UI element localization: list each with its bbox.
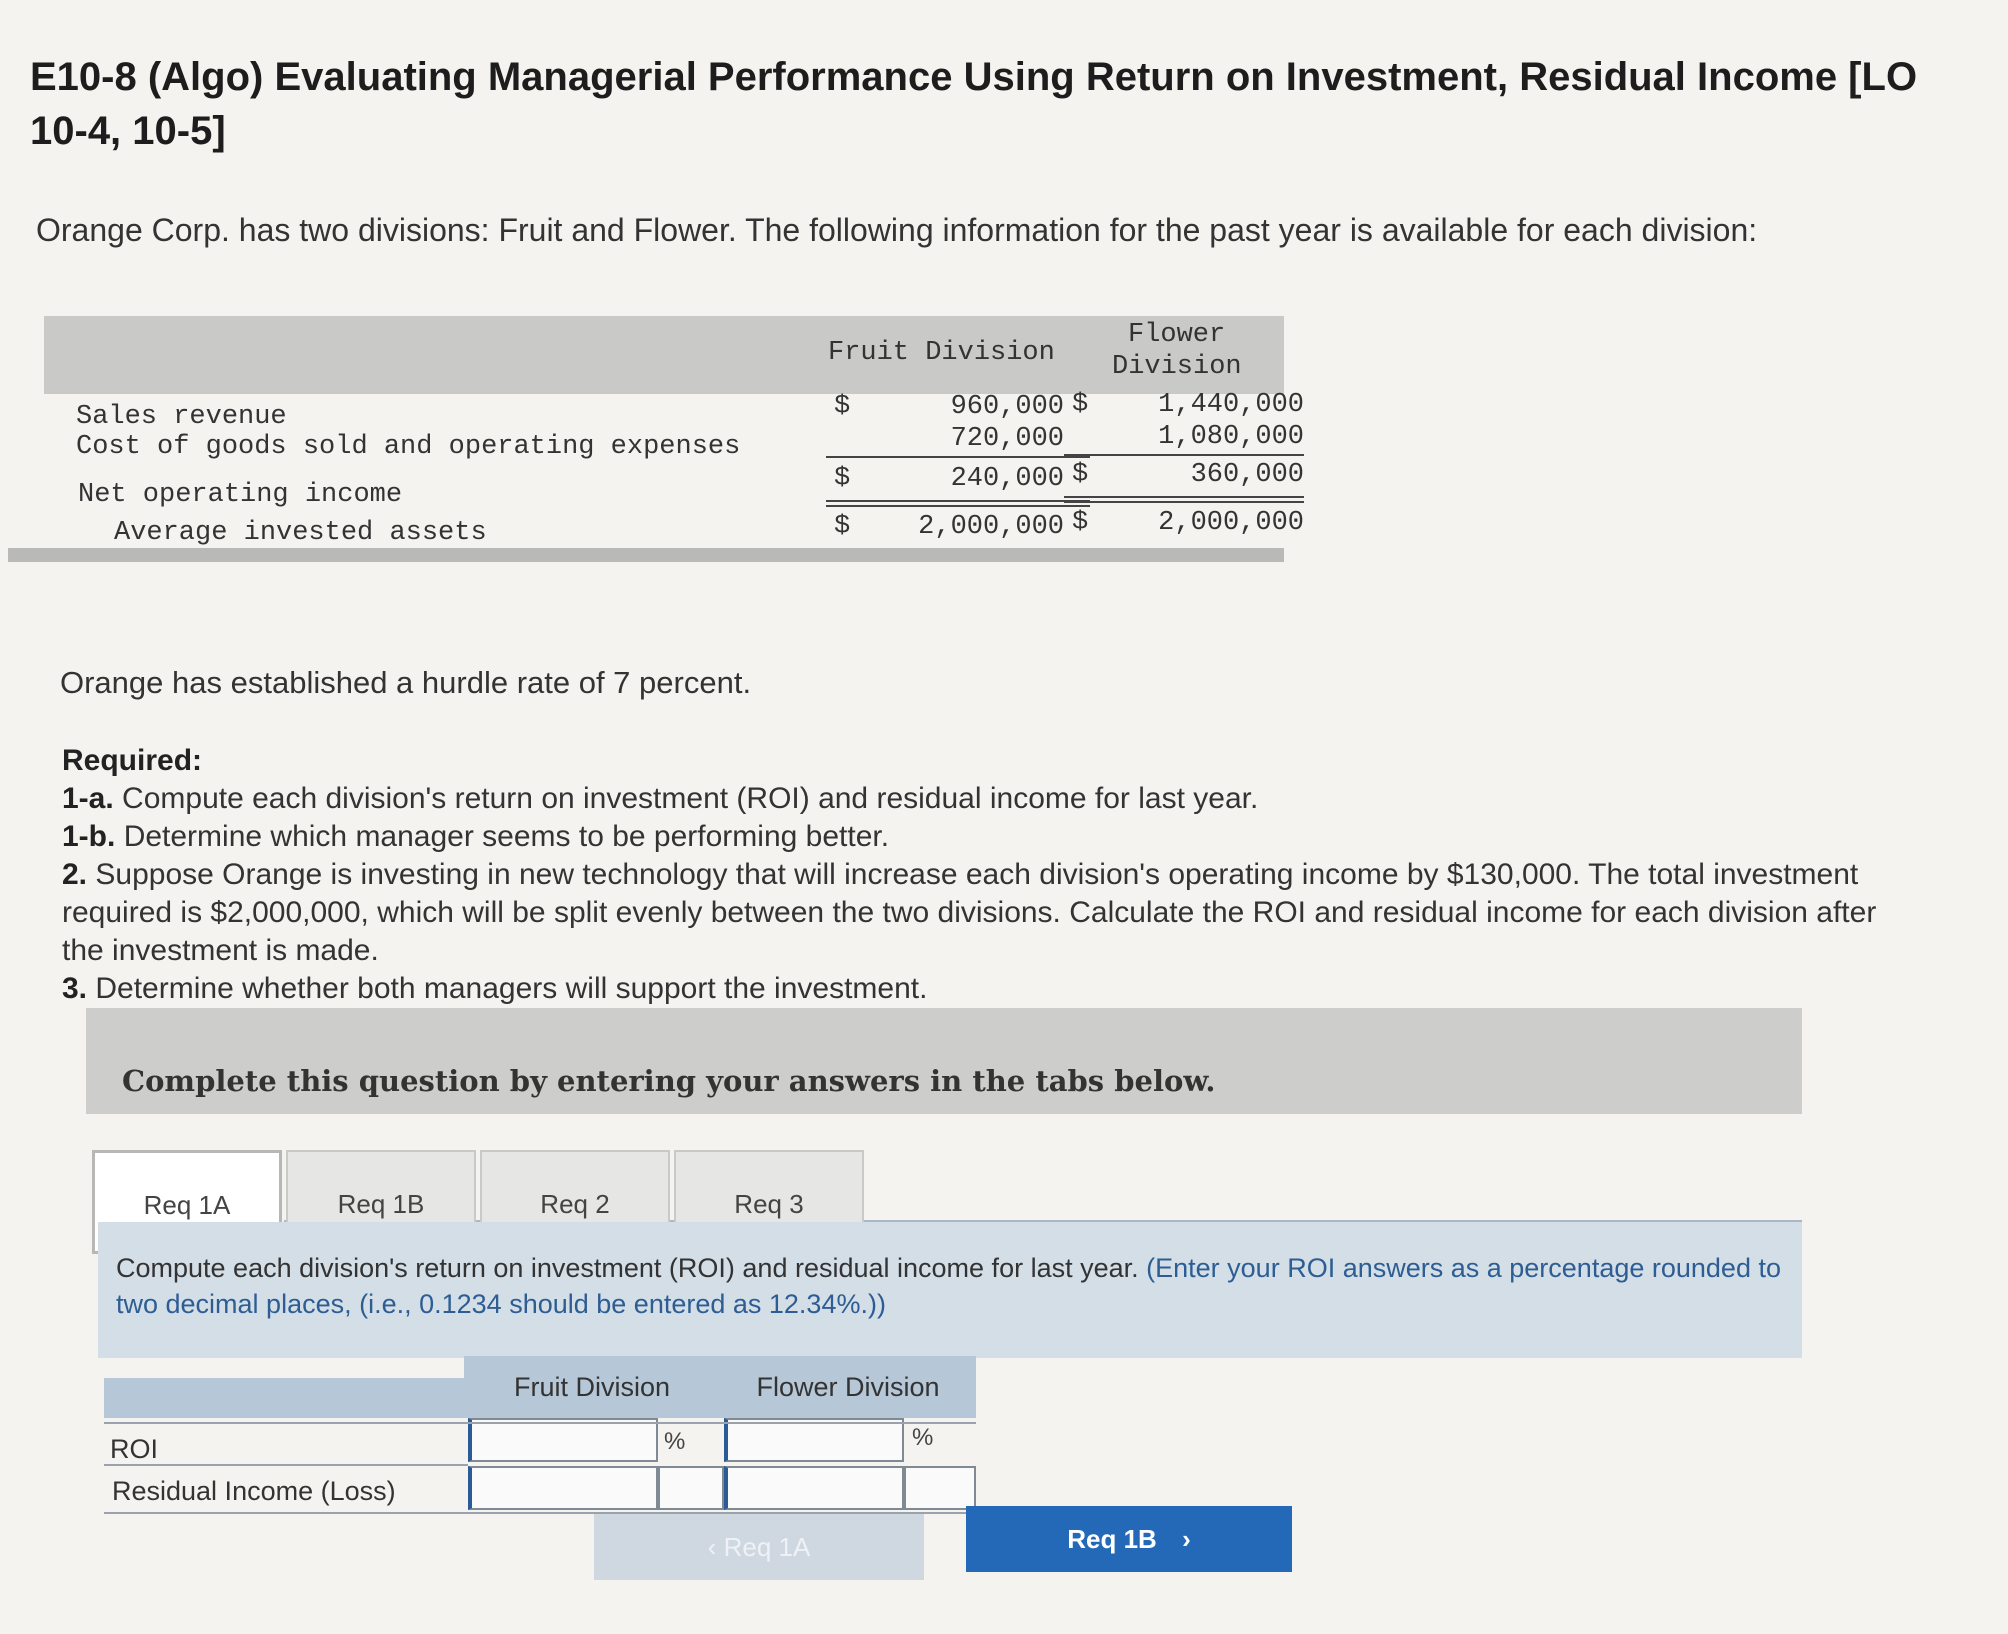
- answer-row-ri-label: Residual Income (Loss): [112, 1476, 396, 1506]
- required-section: [62, 742, 1922, 1008]
- flower-subtotal-rule: [1064, 454, 1304, 456]
- page-title: E10-8 (Algo) Evaluating Managerial Performance Using Return on Investment, Residual Income [LO 10-4, 10-5]: [30, 55, 1918, 153]
- instruction-main: Compute each division's return on investment (ROI) and residual income for last year.: [116, 1253, 1139, 1283]
- panel-instruction: Complete this question by entering your answers in the tabs below.: [122, 1064, 1216, 1098]
- flower-roi-pct: %: [912, 1424, 934, 1451]
- fruit-total-rule-2: [826, 505, 1090, 507]
- flower-noi-value: 360,000: [1190, 460, 1304, 490]
- flower-assets-value: 2,000,000: [1158, 508, 1304, 538]
- fruit-noi-value: 240,000: [950, 464, 1064, 494]
- fruit-sales-value: 960,000: [950, 392, 1064, 422]
- division-info-table: [44, 316, 1304, 576]
- flower-roi-input[interactable]: [724, 1418, 904, 1462]
- chevron-right-icon: ›: [1182, 1524, 1191, 1554]
- fruit-currency: $: [834, 512, 851, 542]
- fruit-roi-input[interactable]: [468, 1418, 658, 1462]
- answer-row-rule: [104, 1464, 468, 1466]
- answer-table: [104, 1356, 976, 1516]
- flower-currency: $: [1072, 460, 1089, 490]
- tabs-panel-header: [86, 1008, 1802, 1114]
- header-fruit-division: Fruit Division: [828, 338, 1055, 368]
- fruit-total-rule-1: [826, 500, 1090, 502]
- tab-req-2[interactable]: Req 2: [480, 1150, 670, 1254]
- fruit-subtotal-rule: [826, 456, 1090, 458]
- answer-row-roi-label: ROI: [110, 1434, 159, 1464]
- tab-req-1a[interactable]: Req 1A: [92, 1150, 282, 1254]
- row-label-avg-assets: Average invested assets: [114, 518, 487, 548]
- flower-ri-input[interactable]: [724, 1466, 904, 1510]
- row-label-cogs: Cost of goods sold and operating expenses: [76, 432, 741, 462]
- answer-header-fruit: Fruit Division: [464, 1356, 720, 1418]
- flower-currency: $: [1072, 390, 1089, 420]
- flower-sales-value: 1,440,000: [1158, 390, 1304, 420]
- fruit-currency: $: [834, 392, 851, 422]
- intro-text: Orange Corp. has two divisions: Fruit and Flower. The following information for the past year is available for each division:: [36, 212, 1758, 248]
- answer-header-blank: [104, 1378, 464, 1418]
- info-table-header: [44, 316, 1284, 394]
- instruction-box: [98, 1222, 1802, 1358]
- info-table-footer-bar: [8, 548, 1284, 562]
- tab-req-1b[interactable]: Req 1B: [286, 1150, 476, 1254]
- header-flower-line1: Flower: [1128, 320, 1226, 350]
- flower-ri-spacer: [904, 1466, 976, 1510]
- fruit-currency: $: [834, 464, 851, 494]
- header-flower-line2: Division: [1112, 352, 1242, 382]
- required-heading: Required:: [62, 744, 203, 777]
- next-req-button[interactable]: Req 1B ›: [966, 1506, 1292, 1572]
- fruit-cogs-value: 720,000: [950, 424, 1064, 454]
- prev-req-button[interactable]: ‹ Req 1A: [594, 1514, 924, 1580]
- row-label-sales-revenue: Sales revenue: [76, 402, 287, 432]
- answer-header-flower: Flower Division: [720, 1356, 976, 1418]
- fruit-ri-spacer: [658, 1466, 724, 1510]
- instruction-note: (Enter your ROI answers as a percentage rounded to two decimal places, (i.e., 0.1234 should be entered as 12.34%.)): [116, 1253, 1781, 1319]
- required-item-2: 2. Suppose Orange is investing in new technology that will increase each division's operating income by $130,000. The total investment required is $2,000,000, which will be split evenly between the two divisions. Calculate the ROI and residual income for each division after the investment is made.: [62, 858, 1877, 967]
- tab-req-3[interactable]: Req 3: [674, 1150, 864, 1254]
- chevron-left-icon: ‹: [707, 1532, 717, 1562]
- answer-row-rule: [104, 1422, 976, 1424]
- fruit-ri-input[interactable]: [468, 1466, 658, 1510]
- flower-total-rule-2: [1064, 501, 1304, 503]
- fruit-roi-pct: %: [664, 1428, 686, 1455]
- required-item-1b: 1-b. Determine which manager seems to be performing better.: [62, 820, 890, 853]
- required-item-1a: 1-a. Compute each division's return on investment (ROI) and residual income for last year.: [62, 782, 1259, 815]
- flower-currency: $: [1072, 508, 1089, 538]
- required-item-3: 3. Determine whether both managers will support the investment.: [62, 972, 928, 1005]
- fruit-assets-value: 2,000,000: [918, 512, 1064, 542]
- flower-cogs-value: 1,080,000: [1158, 422, 1304, 452]
- hurdle-rate-text: Orange has established a hurdle rate of 7 percent.: [60, 665, 752, 700]
- flower-total-rule-1: [1064, 496, 1304, 498]
- row-label-noi: Net operating income: [78, 480, 403, 510]
